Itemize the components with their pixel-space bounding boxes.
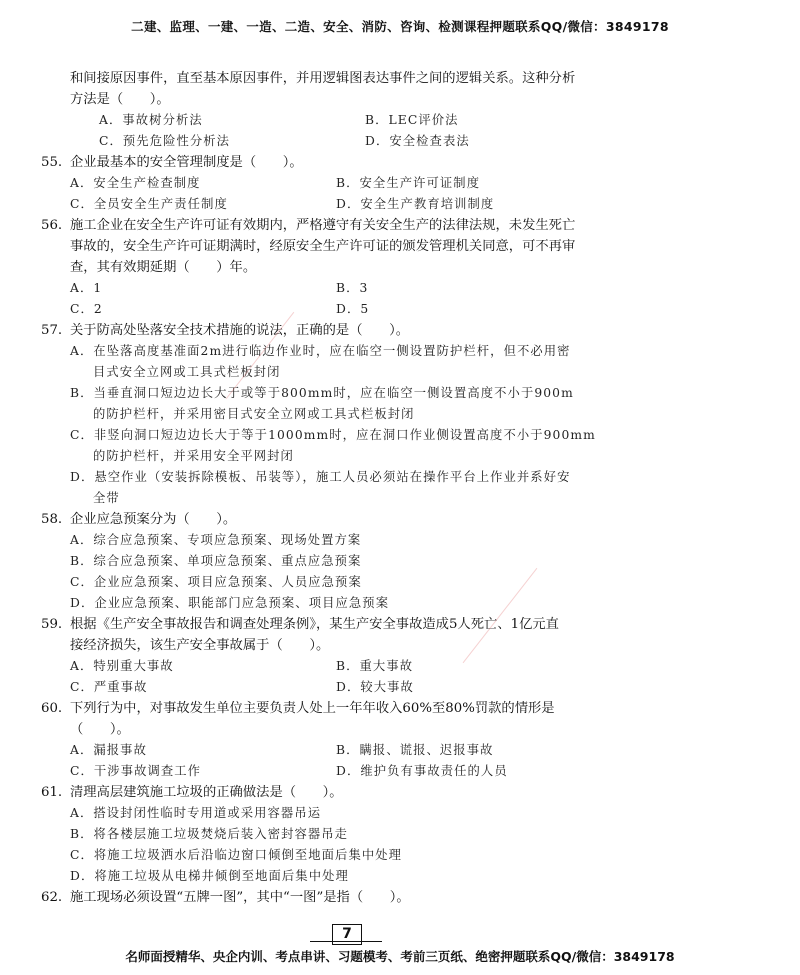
question-number: 59.: [41, 617, 63, 632]
question-number: 61.: [41, 785, 63, 800]
page-number: 7: [332, 924, 362, 945]
option-d: D．安全生产教育培训制度: [336, 197, 495, 211]
option-a: A．事故树分析法: [99, 113, 203, 127]
option-b: B．安全生产许可证制度: [336, 176, 481, 190]
option-a: A．特别重大事故: [70, 659, 174, 673]
question-56: [41, 215, 640, 320]
option-a: A．在坠落高度基准面2m进行临边作业时，应在临空一侧设置防护栏杆，但不必用密: [70, 344, 571, 358]
question-stem: 事故的，安全生产许可证期满时，经原安全生产许可证的颁发管理机关同意，可不再审: [70, 239, 576, 254]
option-b: B．瞒报、谎报、迟报事故: [336, 743, 494, 757]
page-footer: 名师面授精华、央企内训、考点串讲、习题模考、考前三页纸、绝密押题联系QQ/微信：3849178: [125, 949, 675, 964]
option-b: B．LEC评价法: [365, 113, 459, 127]
option-d: D．维护负有事故责任的人员: [336, 764, 508, 778]
question-number: 55.: [41, 155, 63, 170]
option-d: D．企业应急预案、职能部门应急预案、项目应急预案: [70, 596, 390, 610]
option-a: A．漏报事故: [70, 743, 147, 757]
question-stem: 下列行为中，对事故发生单位主要负责人处上一年年收入60%至80%罚款的情形是: [70, 701, 555, 716]
question-stem: 清理高层建筑施工垃圾的正确做法是（ ）。: [70, 785, 343, 800]
question-number: 58.: [41, 512, 63, 527]
option-b: B．将各楼层施工垃圾焚烧后装入密封容器吊走: [70, 827, 349, 841]
option-b: B．3: [336, 281, 369, 295]
option-a-cont: 目式安全立网或工具式栏板封闭: [93, 365, 281, 379]
option-d: D．5: [336, 302, 370, 316]
question-list: [41, 68, 640, 908]
question-stem: 方法是（ ）。: [70, 92, 170, 107]
question-stem: 查，其有效期延期（ ）年。: [70, 260, 257, 275]
option-c: C．全员安全生产责任制度: [70, 197, 228, 211]
option-a: A．综合应急预案、专项应急预案、现场处置方案: [70, 533, 362, 547]
option-c: C．非竖向洞口短边边长大于等于1000mm时，应在洞口作业侧设置高度不小于900mm: [70, 428, 596, 442]
option-b-cont: 的防护栏杆，并采用密目式安全立网或工具式栏板封闭: [93, 407, 415, 421]
page-header: 二建、监理、一建、一造、二造、安全、消防、咨询、检测课程押题联系QQ/微信：3849178: [131, 19, 669, 34]
option-c: C．严重事故: [70, 680, 148, 694]
question-stem: 企业应急预案分为（ ）。: [70, 512, 237, 527]
question-stem: 接经济损失，该生产安全事故属于（ ）。: [70, 638, 330, 653]
question-stem: 关于防高处坠落安全技术措施的说法，正确的是（ ）。: [70, 323, 410, 338]
question-stem: 施工企业在安全生产许可证有效期内，严格遵守有关安全生产的法律法规，未发生死亡: [70, 218, 576, 233]
question-stem: 施工现场必须设置“五牌一图”，其中“一图”是指（ ）。: [70, 890, 410, 905]
question-55: [41, 152, 640, 215]
question-58: [41, 509, 640, 614]
question-59: [41, 614, 640, 698]
option-c: C．企业应急预案、项目应急预案、人员应急预案: [70, 575, 362, 589]
option-c: C．2: [70, 302, 103, 316]
question-61: [41, 782, 640, 887]
option-d: D．将施工垃圾从电梯井倾倒至地面后集中处理: [70, 869, 349, 883]
question-54: [70, 68, 640, 152]
option-a: A．1: [70, 281, 103, 295]
option-d: D．悬空作业（安装拆除模板、吊装等），施工人员必须站在操作平台上作业并系好安: [70, 470, 571, 484]
question-stem: 根据《生产安全事故报告和调查处理条例》，某生产安全事故造成5人死亡、1亿元直: [70, 617, 559, 632]
option-d: D．安全检查表法: [365, 134, 470, 148]
option-a: A．安全生产检查制度: [70, 176, 201, 190]
question-stem: 企业最基本的安全管理制度是（ ）。: [70, 155, 303, 170]
question-number: 57.: [41, 323, 63, 338]
option-a: A．搭设封闭性临时专用道或采用容器吊运: [70, 806, 322, 820]
option-c: C．预先危险性分析法: [99, 134, 231, 148]
option-c-cont: 的防护栏杆，并采用安全平网封闭: [93, 449, 294, 463]
question-number: 56.: [41, 218, 63, 233]
option-b: B．重大事故: [336, 659, 414, 673]
question-57: [41, 320, 640, 509]
option-b: B．综合应急预案、单项应急预案、重点应急预案: [70, 554, 362, 568]
question-stem: 和间接原因事件，直至基本原因事件，并用逻辑图表达事件之间的逻辑关系。这种分析: [70, 71, 576, 86]
question-number: 62.: [41, 890, 63, 905]
option-d: D．较大事故: [336, 680, 414, 694]
option-c: C．干涉事故调查工作: [70, 764, 202, 778]
question-62: [41, 887, 640, 908]
option-c: C．将施工垃圾洒水后沿临边窗口倾倒至地面后集中处理: [70, 848, 403, 862]
option-d-cont: 全带: [93, 491, 120, 505]
option-b: B．当垂直洞口短边边长大于或等于800mm时，应在临空一侧设置高度不小于900m: [70, 386, 574, 400]
question-number: 60.: [41, 701, 63, 716]
question-stem: （ ）。: [70, 722, 130, 737]
question-60: [41, 698, 640, 782]
page-number-rule: [310, 941, 382, 942]
